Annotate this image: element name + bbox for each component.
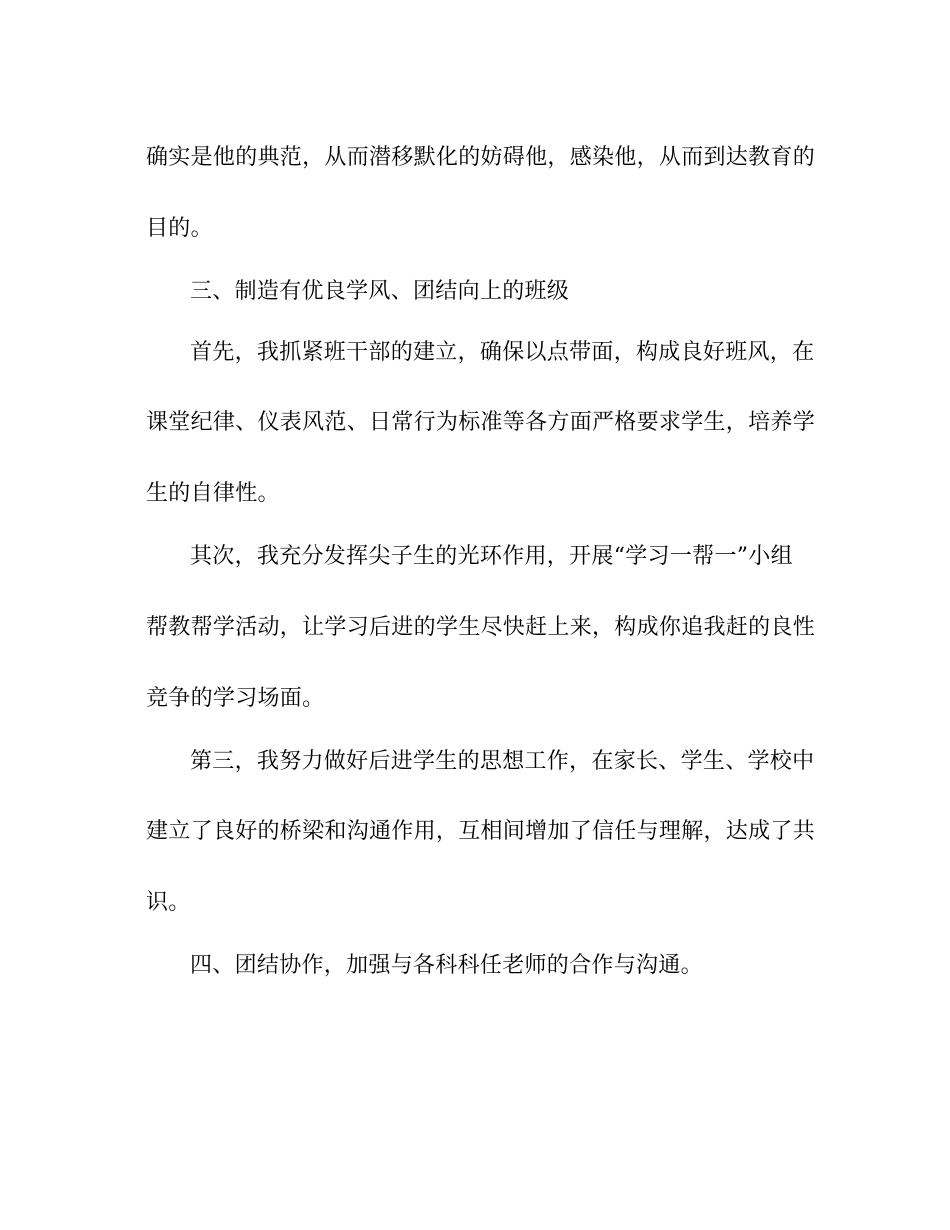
paragraph-start: 首先，我抓紧班干部的建立，确保以点带面，构成良好班风，在 [190, 340, 815, 365]
section-heading-4: 四、团结协作，加强与各科科任老师的合作与沟通。 [190, 953, 703, 978]
body-text-line: 目的。 [146, 216, 213, 241]
body-text-line: 建立了良好的桥梁和沟通作用，互相间增加了信任与理解，达成了共 [146, 819, 816, 844]
section-heading-3: 三、制造有优良学风、团结向上的班级 [190, 279, 570, 304]
paragraph-start: 第三，我努力做好后进学生的思想工作，在家长、学生、学校中 [190, 749, 815, 774]
body-text-line: 识。 [146, 890, 191, 915]
body-text-line: 帮教帮学活动，让学习后进的学生尽快赶上来，构成你追我赶的良性 [146, 615, 816, 640]
body-text-line: 确实是他的典范，从而潜移默化的妨碍他，感染他，从而到达教育的 [146, 145, 816, 170]
paragraph-start: 其次，我充分发挥尖子生的光环作用，开展“学习一帮一”小组 [190, 544, 793, 569]
body-text-line: 课堂纪律、仪表风范、日常行为标准等各方面严格要求学生，培养学 [146, 410, 816, 435]
body-text-line: 竞争的学习场面。 [146, 686, 325, 711]
body-text-line: 生的自律性。 [146, 481, 280, 506]
